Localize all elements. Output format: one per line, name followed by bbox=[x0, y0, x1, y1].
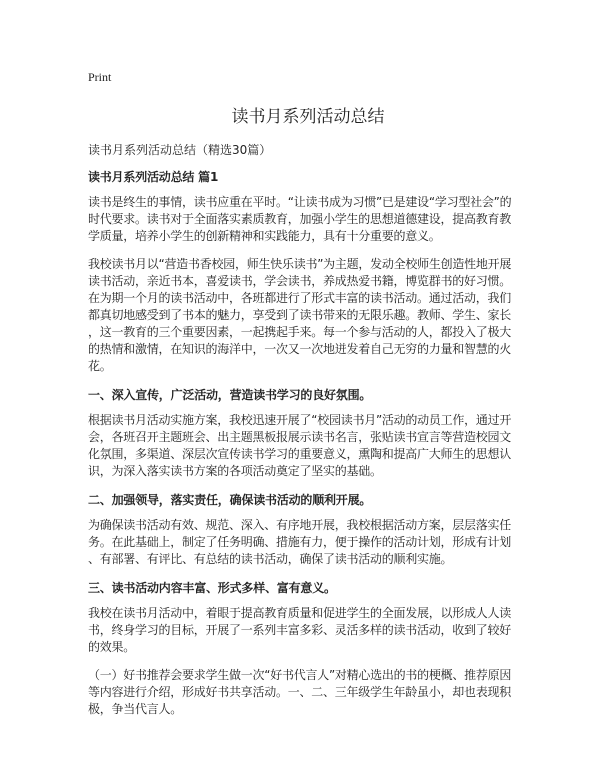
paragraph-line: 学质量，培养小学生的创新精神和实践能力，具有十分重要的意义。 bbox=[88, 229, 441, 243]
paragraph-line: 读书是终生的事情，读书应重在平时。“让读书成为习惯”已是建设“学习型社会”的 bbox=[88, 195, 512, 209]
document-subtitle: 读书月系列活动总结（精选30篇） bbox=[88, 143, 272, 157]
section-heading: 读书月系列活动总结 篇1 bbox=[88, 170, 219, 184]
paragraph bbox=[88, 256, 528, 375]
print-label[interactable]: Print bbox=[88, 70, 112, 84]
paragraph bbox=[88, 667, 528, 718]
paragraph-line: 在为期一个月的读书活动中，各班都进行了形式丰富的读书活动。通过活动，我们 bbox=[88, 291, 512, 305]
paragraph-line: 读书活动，亲近书本，喜爱读书，学会读书，养成热爱书籍，博览群书的好习惯。 bbox=[88, 274, 512, 288]
paragraph-line: ，这一教育的三个重要因素，一起携起手来。每一个参与活动的人，都投入了极大 bbox=[88, 325, 512, 339]
paragraph-line: 为确保读书活动有效、规范、深入、有序地开展，我校根据活动方案，层层落实任 bbox=[88, 518, 512, 532]
paragraph-line: 书，终身学习的目标，开展了一系列丰富多彩、灵活多样的读书活动，收到了较好 bbox=[88, 623, 512, 637]
paragraph-line: 的效果。 bbox=[88, 640, 136, 654]
paragraph bbox=[88, 517, 528, 568]
paragraph-line: 花。 bbox=[88, 359, 112, 373]
paragraph-line: （一）好书推荐会要求学生做一次“好书代言人”对精心选出的书的梗概、推荐原因 bbox=[88, 668, 512, 682]
paragraph-line: 的热情和激情，在知识的海洋中，一次又一次地迸发着自己无穷的力量和智慧的火 bbox=[88, 342, 512, 356]
paragraph-line: 都真切地感受到了书本的魅力，享受到了读书带来的无限乐趣。教师、学生、家长 bbox=[88, 308, 512, 322]
paragraph-line: 我校读书月以“营造书香校园，师生快乐读书”为主题，发动全校师生创造性地开展 bbox=[88, 257, 512, 271]
paragraph-line: 识，为深入落实读书方案的各项活动奠定了坚实的基础。 bbox=[88, 464, 382, 478]
subsection-heading: 二、加强领导，落实责任，确保读书活动的顺利开展。 bbox=[88, 493, 372, 507]
subsection-heading: 三、读书活动内容丰富、形式多样、富有意义。 bbox=[88, 581, 336, 595]
paragraph-line: 根据读书月活动实施方案，我校迅速开展了“校园读书月”活动的动员工作，通过开 bbox=[88, 413, 512, 427]
paragraph-line: 极，争当代言人。 bbox=[88, 702, 183, 716]
paragraph-line: 等内容进行介绍，形成好书共享活动。一、二、三年级学生年龄虽小，却也表现积 bbox=[88, 685, 512, 699]
paragraph bbox=[88, 605, 528, 656]
document-title: 读书月系列活动总结 bbox=[231, 107, 385, 127]
paragraph bbox=[88, 412, 528, 480]
paragraph bbox=[88, 194, 528, 245]
document-page bbox=[88, 70, 528, 729]
paragraph-line: 会，各班召开主题班会、出主题黑板报展示读书名言，张贴读书宣言等营造校园文 bbox=[88, 430, 512, 444]
paragraph-line: 化氛围，多渠道、深层次宣传读书学习的重要意义，熏陶和提高广大师生的思想认 bbox=[88, 447, 512, 461]
paragraph-line: 时代要求。读书对于全面落实素质教育，加强小学生的思想道德建设，提高教育教 bbox=[88, 212, 512, 226]
paragraph-line: 务。在此基础上，制定了任务明确、措施有力，便于操作的活动计划，形成有计划 bbox=[88, 535, 512, 549]
document-body bbox=[88, 194, 528, 718]
paragraph-line: 、有部署、有评比、有总结的读书活动，确保了读书活动的顺利实施。 bbox=[88, 552, 453, 566]
subsection-heading: 一、深入宣传，广泛活动，营造读书学习的良好氛围。 bbox=[88, 388, 372, 402]
paragraph-line: 我校在读书月活动中，着眼于提高教育质量和促进学生的全面发展，以形成人人读 bbox=[88, 606, 512, 620]
